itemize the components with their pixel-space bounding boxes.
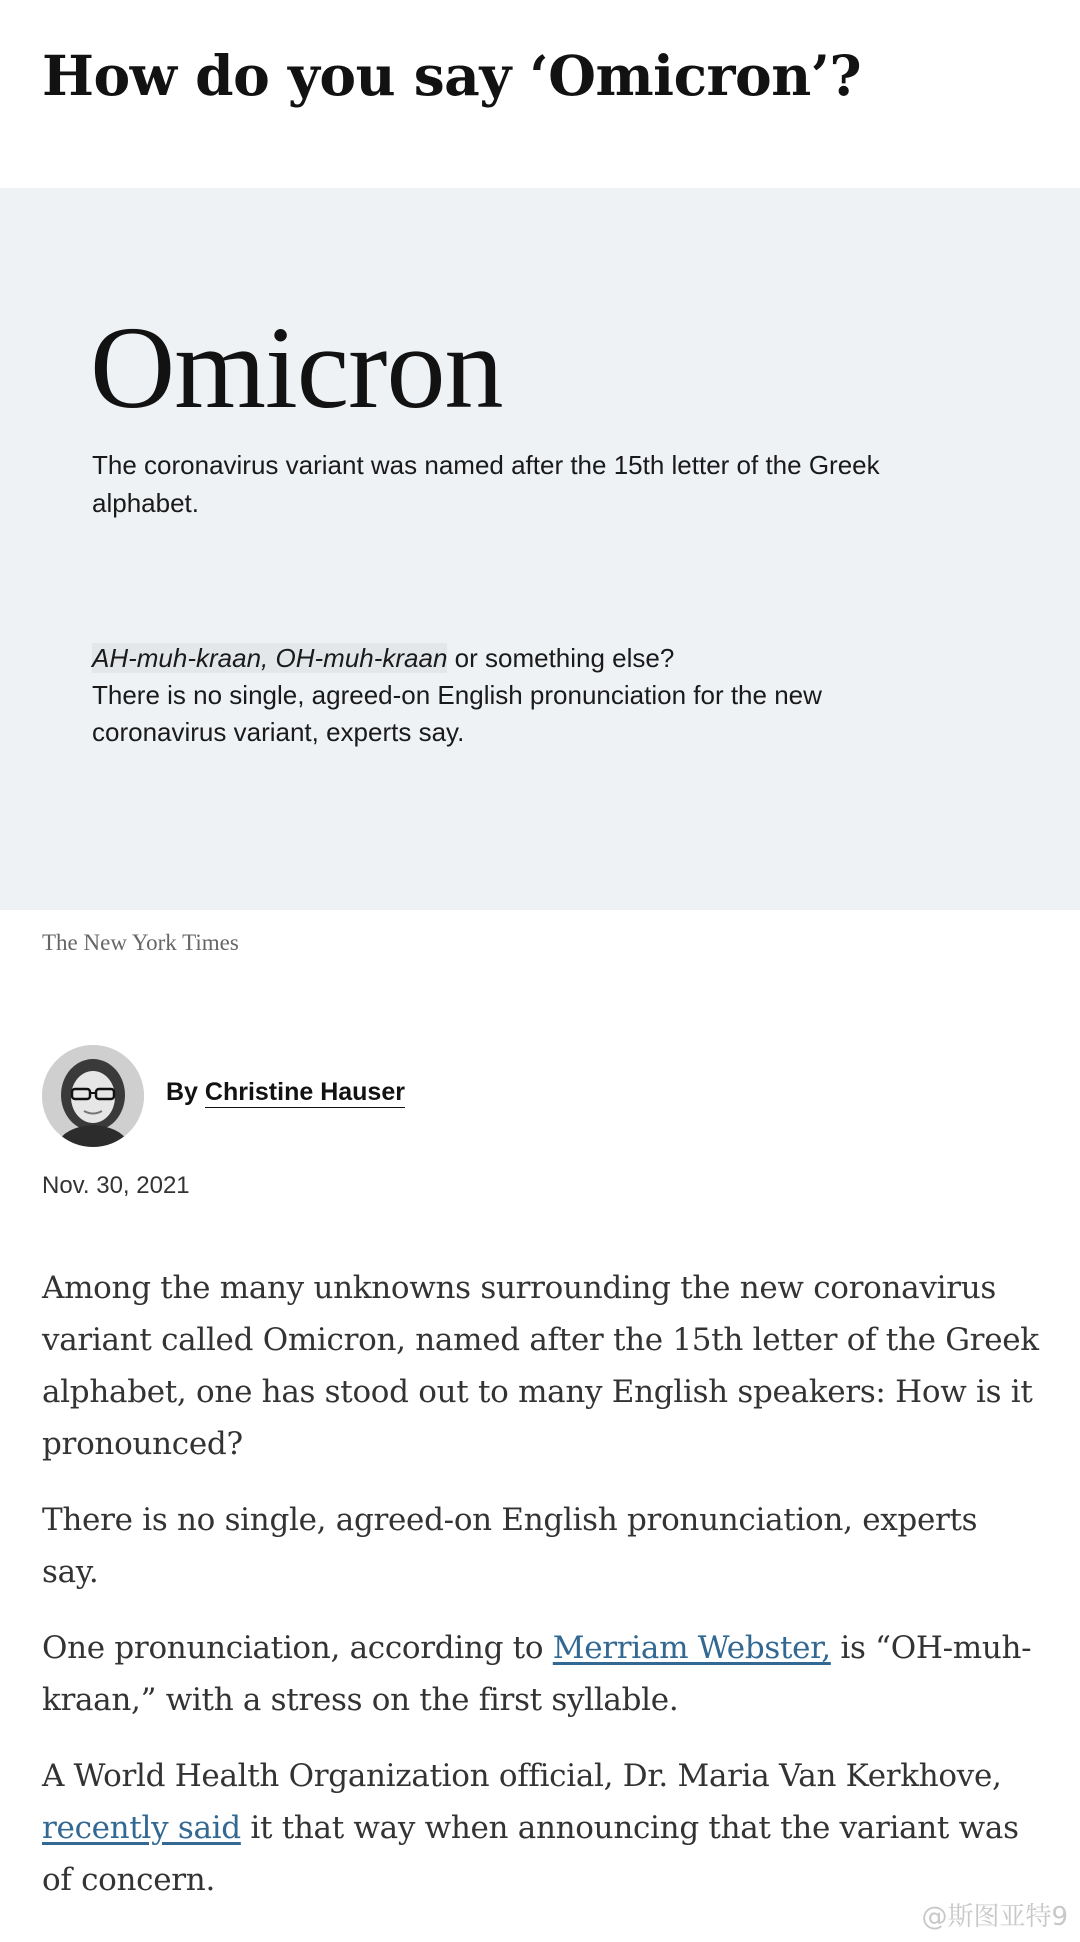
hero-note: There is no single, agreed-on English pronunciation for the new coronavirus variant, experts say.	[92, 680, 822, 747]
hero-image	[0, 188, 1080, 910]
question-rest: or something else?	[447, 643, 675, 673]
paragraph-4	[42, 1750, 1042, 1906]
hero-pronunciation-note	[92, 640, 932, 751]
p4-text-before: A World Health Organization official, Dr. Maria Van Kerkhove,	[42, 1758, 1002, 1794]
author-link[interactable]: Christine Hauser	[204, 1078, 405, 1106]
hero-subtitle: The coronavirus variant was named after the 15th letter of the Greek alphabet.	[92, 450, 880, 518]
author-avatar[interactable]	[42, 1045, 144, 1147]
byline	[166, 1078, 405, 1107]
p3-text-after: is “OH-muh-kraan,” with a stress on the first syllable.	[42, 1630, 1032, 1718]
article-body	[42, 1262, 1042, 1930]
paragraph-1: Among the many unknowns surrounding the new coronavirus variant called Omicron, named after the 15th letter of the Greek alphabet, one has stood out to many English speakers: How is it pronounced?	[42, 1270, 1039, 1462]
pronunciation-options: AH-muh-kraan, OH-muh-kraan	[92, 643, 448, 673]
paragraph-3	[42, 1622, 1042, 1726]
recently-said-link[interactable]: recently said	[42, 1810, 241, 1846]
p3-text-before: One pronunciation, according to	[42, 1630, 553, 1666]
headline: How do you say ‘Omicron’?	[42, 43, 862, 108]
publish-date: Nov. 30, 2021	[42, 1172, 190, 1199]
paragraph-2: There is no single, agreed-on English pronunciation, experts say.	[42, 1502, 978, 1590]
merriam-webster-link[interactable]: Merriam Webster,	[552, 1630, 831, 1666]
byline-prefix: By	[166, 1078, 205, 1106]
hero-title: Omicron	[90, 302, 503, 433]
watermark: @斯图亚特9	[921, 1902, 1068, 1932]
p4-text-after: it that way when announcing that the variant was of concern.	[42, 1810, 1019, 1898]
image-credit: The New York Times	[42, 930, 239, 955]
